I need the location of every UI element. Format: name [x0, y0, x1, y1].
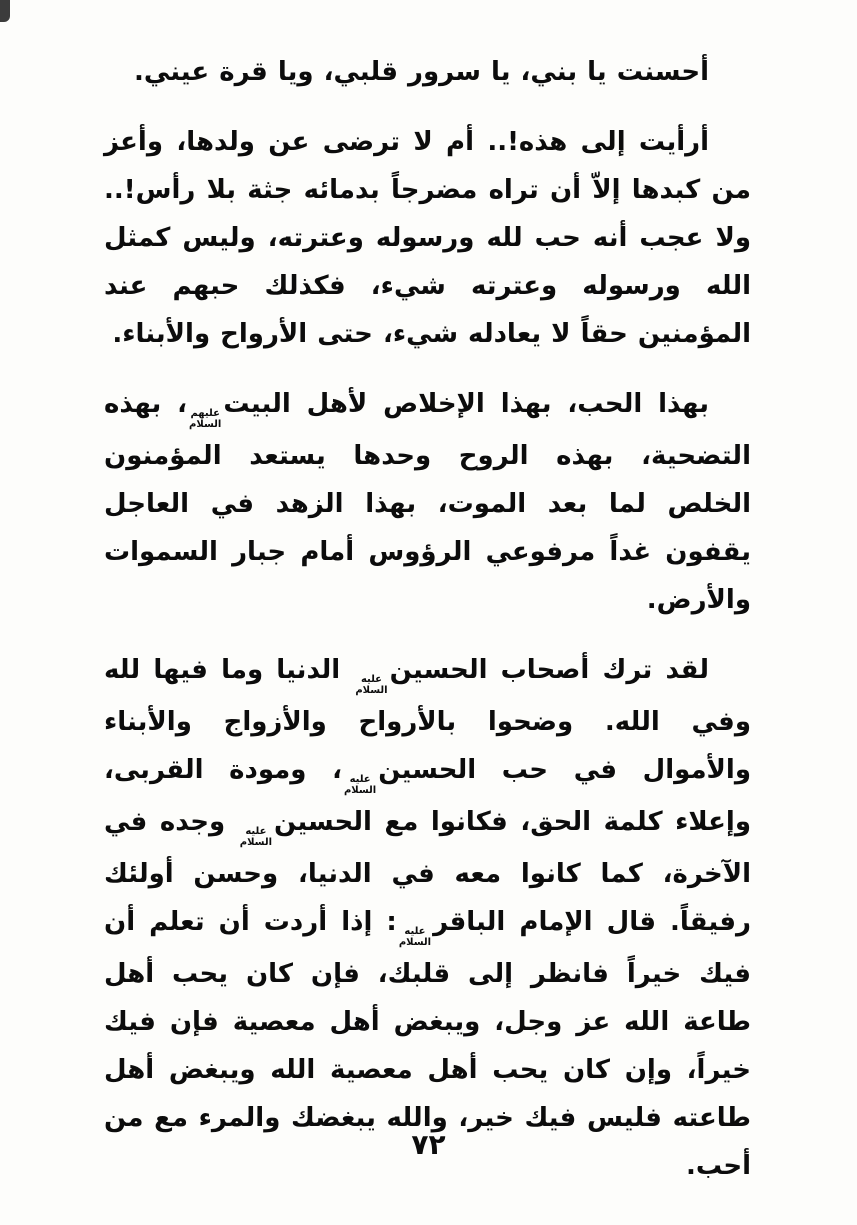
text-run: بهذا الحب، بهذا الإخلاص لأهل البيت: [223, 389, 709, 419]
paragraph: [104, 48, 751, 96]
text-block: [104, 48, 751, 1190]
text-run: لقد ترك أصحاب الحسين: [389, 655, 709, 685]
text-run: أحسنت يا بني، يا سرور قلبي، ويا قرة عيني.: [134, 57, 709, 87]
scan-artifact: [0, 0, 10, 22]
page-number: ٧٢: [411, 1128, 446, 1161]
paragraph: [104, 118, 751, 358]
text-run: ، بهذه التضحية، بهذه الروح وحدها يستعد المؤمنون الخلص لما بعد الموت، بهذا الزهد في العاجل يقفون غداً مرفوعي الرؤوس أمام جبار السموات والأرض.: [104, 389, 751, 615]
paragraph: [104, 646, 751, 1190]
text-run: ، ومودة القربى، وإعلاء كلمة الحق، فكانوا مع الحسين: [104, 755, 751, 837]
paragraph: [104, 380, 751, 624]
honorific-mark: عليه السلام: [343, 774, 377, 796]
text-run: الدنيا وما فيها لله وفي الله. وضحوا بالأرواح والأزواج والأبناء والأموال في حب الحسين: [104, 655, 751, 785]
text-run: : إذا أردت أن تعلم أن فيك خيراً فانظر إلى قلبك، فإن كان يحب أهل طاعة الله عز وجل، ويبغض أهل معصية فإن فيك خيراً، وإن كان يحب أهل معصية الله ويبغض أهل طاعته فليس فيك خير، والله يبغضك والمرء مع من أحب.: [104, 907, 751, 1181]
honorific-mark: عليه السلام: [398, 926, 432, 948]
honorific-mark: عليهم السلام: [189, 408, 222, 430]
text-run: وجده في الآخرة، كما كانوا معه في الدنيا، وحسن أولئك رفيقاً. قال الإمام الباقر: [104, 807, 751, 937]
honorific-mark: عليه السلام: [239, 826, 273, 848]
honorific-mark: عليه السلام: [355, 674, 388, 696]
text-run: أرأيت إلى هذه!.. أم لا ترضى عن ولدها، وأعز من كبدها إلاّ أن تراه مضرجاً بدمائه جثة بلا رأس!.. ولا عجب أنه حب لله ورسوله وعترته، وليس كمثل الله ورسوله وعترته شيء، فكذلك حبهم عند المؤمنين حقاً لا يعادله شيء، حتى الأرواح والأبناء.: [104, 127, 751, 349]
